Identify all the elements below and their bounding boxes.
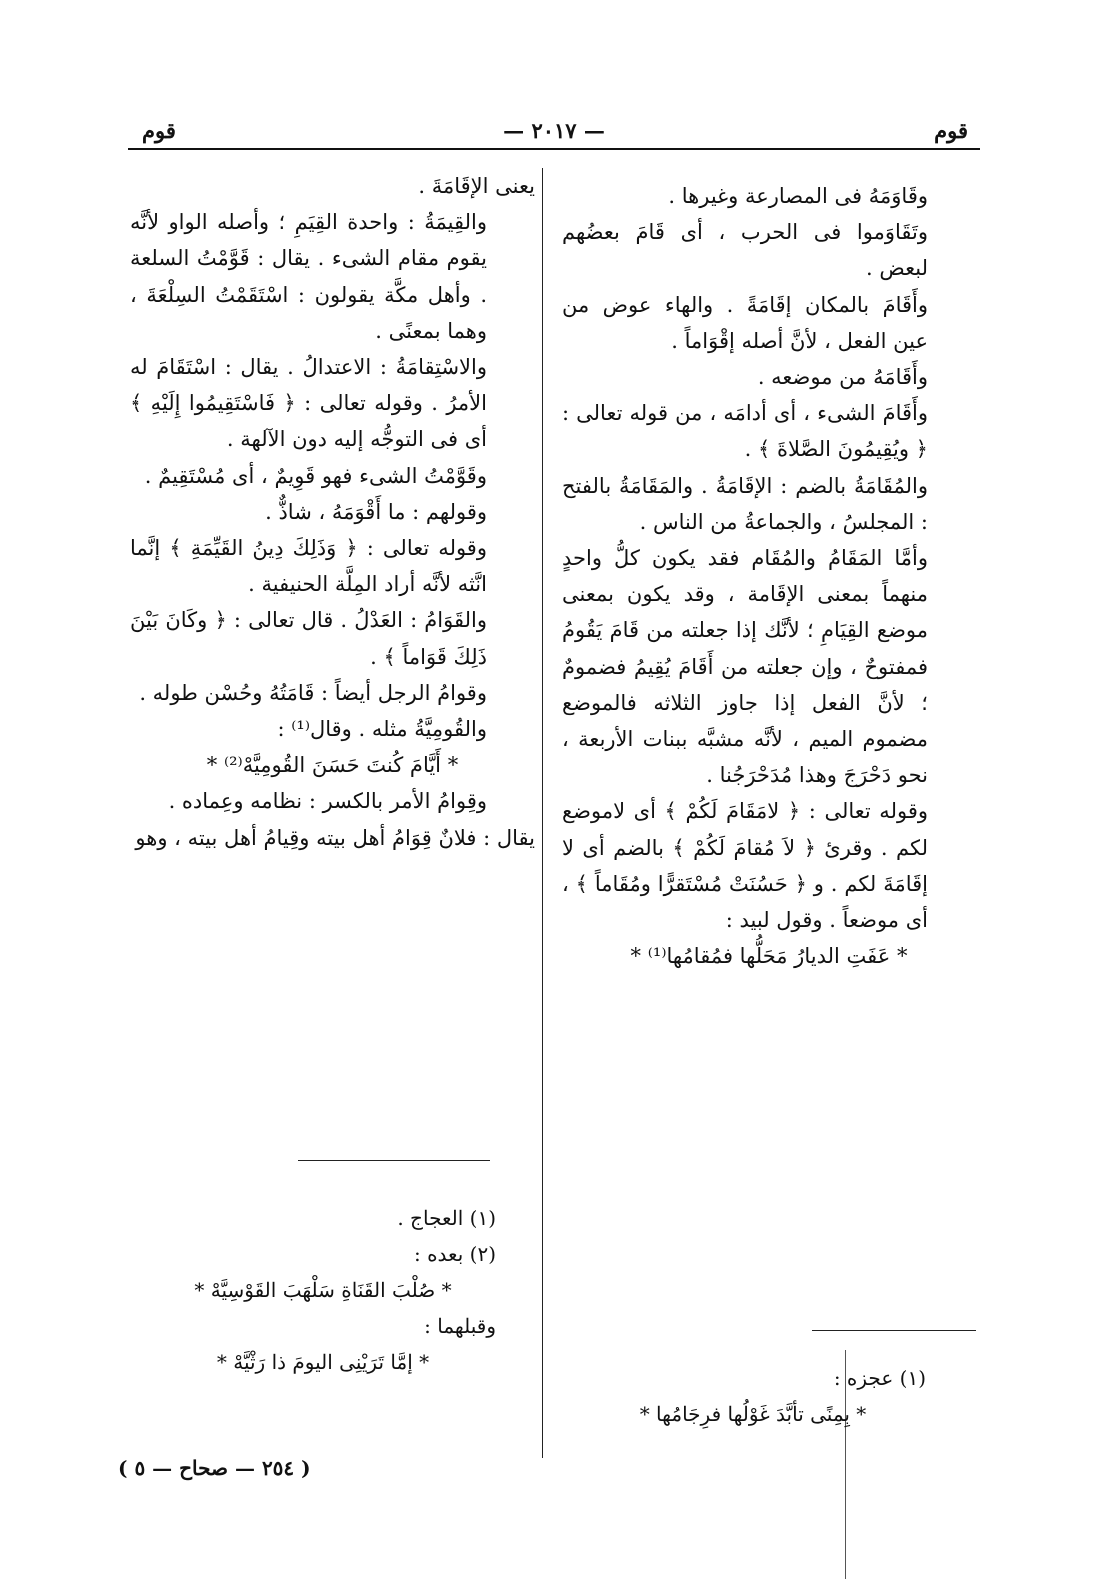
footnote-line: * بِمِنًى تأبَّدَ غَوْلُها فرِجَامُها *: [639, 1402, 867, 1426]
page-number: — ٢٠١٧ —: [503, 118, 605, 143]
paragraph: وتَقَاوَموا فى الحرب ، أى قَامَ بعضُهم لبعض .: [562, 220, 928, 281]
left-column: [130, 168, 535, 856]
header-left-word: قوم: [142, 118, 176, 143]
paragraph: وقَوَّمْتُ الشىء فهو قَوِيمٌ ، أى مُسْتَقِيمٌ .: [144, 463, 487, 488]
footnote-line: (٢) بعده :: [413, 1242, 496, 1266]
footnotes-left: [150, 1200, 496, 1380]
paragraph: * أَيَّامَ كُنتَ حَسَنَ القُومِيَّهْ⁽²⁾ *: [206, 753, 459, 778]
page-header: [128, 112, 980, 150]
paragraph: يعنى الإقَامَةَ .: [418, 174, 535, 198]
footnote-rule-right: [812, 1330, 976, 1331]
paragraph: والمُقَامَةُ بالضم : الإقَامَةُ . والمَقَامَةُ بالفتح : المجلسُ ، والجماعةُ من الناس .: [562, 473, 928, 534]
paragraph: وأَقَامَ الشىء ، أى أدامَه ، من قوله تعالى : ﴿ ويُقِيمُونَ الصَّلاةَ ﴾ .: [562, 401, 928, 462]
paragraph: وقَاوَمَهُ فى المصارعة وغيرها .: [668, 184, 928, 208]
footnote-rule-left: [298, 1160, 490, 1161]
paragraph: والاسْتِقامَةُ : الاعتدالُ . يقال : اسْتَقَامَ له الأمرُ . وقوله تعالى : ﴿ فَاسْتَقِيمُوا إِلَيْهِ ﴾ أى فى التوجُّه إليه دون الآلهة .: [130, 355, 487, 452]
footnote-line: (١) عجزه :: [833, 1366, 926, 1390]
header-rule: [128, 148, 980, 150]
paragraph: والقِيمَةُ : واحدة القِيَمِ ؛ وأصله الواو لأنَّه يقوم مقام الشىء . يقال : قَوَّمْتُ السلعة . وأهل مكَّة يقولون : اسْتَقَمْتُ السِلْعَةَ ، وهما بمعنًى .: [130, 210, 487, 343]
column-divider: [542, 168, 543, 1458]
footnote-line: * إمَّا تَرَيْنِى اليومَ ذا رَثْيَّهْ *: [216, 1350, 430, 1374]
paragraph: وأمَّا المَقَامُ والمُقَام فقد يكون كلُّ واحدٍ منهماً بمعنى الإقَامة ، وقد يكون بمعنى موضع القِيَامِ ؛ لأنَّك إذا جعلته من قَامَ يَقُومُ فمفتوحٌ ، وإن جعلته من أَقَامَ يُقِيمُ فضمومٌ ؛ لأنَّ الفعل إذا جاوز الثلاثه فالموضع مضموم الميم ، لأنَّه مشبَّه ببنات الأربعة ، نحو دَحْرَجَ وهذا مُدَحْرَجُنا .: [562, 546, 928, 788]
paragraph: والقُومِيَّةُ مثله . وقال⁽¹⁾ :: [277, 717, 487, 742]
header-right-word: قوم: [934, 118, 968, 143]
footnotes-right: [580, 1360, 926, 1432]
paragraph: وقولهم : ما أَقْوَمَهُ ، شاذٌّ .: [265, 499, 487, 524]
right-column: [562, 178, 976, 974]
paragraph: وقِوامُ الأمر بالكسر : نظامه وعِماده .: [168, 789, 487, 814]
paragraph: * عَفَتِ الديارُ مَحَلُّها فمُقامُها⁽¹⁾ *: [630, 944, 908, 969]
paragraph: وقوامُ الرجل أيضاً : قَامَتُهُ وحُسْن طوله .: [139, 680, 487, 705]
footnote-line: وقبلهما :: [424, 1314, 496, 1338]
paragraph: وأَقَامَ بالمكان إقَامَةً . والهاء عوض من عين الفعل ، لأنَّ أصله إقْوَاماً .: [562, 292, 928, 353]
paragraph: وقوله تعالى : ﴿ وَذَلِكَ دِينُ القَيِّمَةِ ﴾ إنَّما انَّثه لأنَّه أراد المِلَّة الحنيفية .: [130, 536, 487, 597]
paragraph: يقال : فلانٌ قِوَامُ أهل بيته وقِيامُ أهل بيته ، وهو: [135, 825, 535, 850]
paragraph: وقوله تعالى : ﴿ لامَقَامَ لَكُمْ ﴾ أى لاموضع لكم . وقرئ ﴿ لاَ مُقامَ لَكُمْ ﴾ بالضم أى لا إقَامَةَ لكم . و ﴿ حَسُنَتْ مُسْتَقرًّا ومُقَاماً ﴾ ، أى موضعاً . وقول لبيد :: [562, 799, 928, 933]
footnote-line: * صُلْبَ القَنَاةِ سَلْهَبَ القَوْسِيَّهْ *: [194, 1278, 452, 1302]
footnote-line: (١) العجاج .: [397, 1206, 496, 1230]
paragraph: والقَوَامُ : العَدْلُ . قال تعالى : ﴿ وكَانَ بَيْنَ ذَلِكَ قَوَاماً ﴾ .: [130, 608, 487, 669]
paragraph: وأَقَامَهُ من موضعه .: [757, 365, 928, 390]
printer-signature: ( ٢٥٤ — صحاح — ٥ ): [118, 1456, 311, 1480]
